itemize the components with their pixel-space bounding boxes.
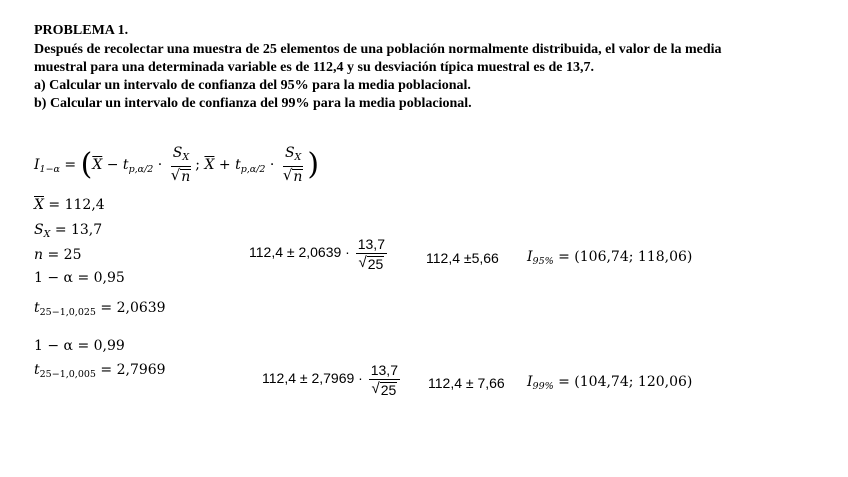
given-sx: $S_X = 13,7$ [34,222,103,240]
problem-statement [34,41,814,113]
given-t95: $t_{25-1,0,025} = 2,0639$ [34,300,166,318]
statement-line-3: a) Calcular un intervalo de confianza del 95% para la media poblacional. [34,78,471,93]
calc95-interval: 112,4 ±5,66 [426,250,499,266]
problem-title: PROBLEMA 1. [34,23,129,38]
interval-formula: $I_{1-\alpha} = (\overline{X} - t_{p,\alpha/2}$ · $S_X$ √ n ; $\overline{X} + t_{p,\alpha/2}$ · $S_X$ √ n ) [34,145,320,185]
statement-line-4: b) Calcular un intervalo de confianza del 99% para la media poblacional. [34,96,472,111]
calc99-interval: 112,4 ± 7,66 [428,375,505,391]
given-n: n = 25 [34,247,82,263]
given-t99: $t_{25-1,0,005} = 2,7969$ [34,362,166,380]
statement-line-1: Después de recolectar una muestra de 25 elementos de una población normalmente distribuida, el valor de la media [34,42,722,57]
calc99-expression: 112,4 ± 2,7969 · 13,7 √ 25 [262,362,398,398]
calc95-expression: 112,4 ± 2,0639 · 13,7 √ 25 [249,236,385,272]
given-conf99: 1 − α = 0,99 [34,338,125,354]
calc99-result: $I_{99\%} = (104,74$; 120,06) [527,374,693,392]
given-conf95: 1 − α = 0,95 [34,270,125,286]
calc95-result: $I_{95\%} = (106,74$; 118,06) [527,249,693,267]
given-xbar: $\overline{X} = 112,4$ [34,197,105,213]
statement-line-2: muestral para una determinada variable es de 112,4 y su desviación típica muestral es de 13,7. [34,60,594,75]
